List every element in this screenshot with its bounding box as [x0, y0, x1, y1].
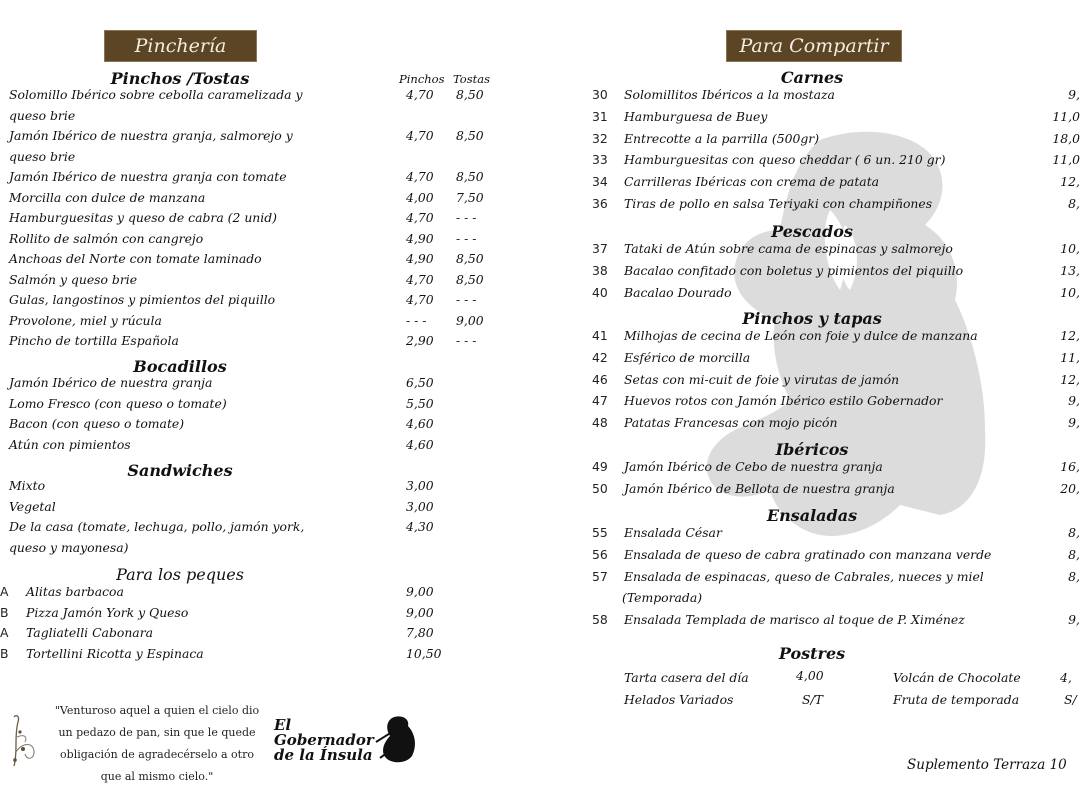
- menu-item-name: Tortellini Ricotta y Espinaca: [26, 645, 204, 661]
- pincho-price: 4,70: [406, 271, 434, 287]
- menu-item-name: Ensalada Templada de marisco al toque de P. Ximénez: [624, 612, 965, 628]
- quixote-quote: [52, 700, 262, 788]
- bocadillos-heading: Bocadillos: [133, 357, 227, 376]
- menu-item-name: Ensalada de espinacas, queso de Cabrales, nueces y miel: [624, 568, 984, 584]
- para-compartir-banner: Para Compartir: [726, 30, 902, 62]
- menu-item-name: Jamón Ibérico de Bellota de nuestra granja: [624, 480, 895, 496]
- menu-item-name: Mixto: [9, 478, 46, 493]
- menu-item-price: 13,: [1060, 262, 1080, 278]
- quote-line: que al mismo cielo.": [100, 770, 214, 783]
- menu-item-name: Hamburguesa de Buey: [624, 108, 768, 124]
- menu-item-name: Salmón y queso brie: [9, 271, 138, 287]
- menu-item-price: 8,: [1068, 568, 1080, 584]
- pincho-price: 4,70: [406, 292, 434, 307]
- item-number: 33: [592, 152, 608, 168]
- menu-item-name: Solomillo Ibérico sobre cebolla caramelizada y: [9, 87, 303, 102]
- tosta-price: 8,50: [456, 169, 484, 184]
- tosta-price: - - -: [456, 333, 477, 348]
- menu-item-name: Tiras de pollo en salsa Teriyaki con champiñones: [624, 196, 933, 211]
- section-heading: Pinchos y tapas: [742, 309, 882, 328]
- menu-item-price: 9,: [1068, 393, 1080, 409]
- item-number: 58: [592, 612, 608, 628]
- item-number: 36: [592, 196, 608, 211]
- postre-name: Helados Variados: [624, 692, 734, 707]
- sandwiches-heading: Sandwiches: [127, 461, 233, 480]
- pinchos-tostas-heading: Pinchos /Tostas: [110, 69, 250, 88]
- menu-item-name: Provolone, miel y rúcula: [9, 312, 162, 328]
- kids-item-code: A: [0, 625, 9, 640]
- menu-item-price: 9,: [1068, 87, 1080, 102]
- menu-item-name: Milhojas de cecina de León con foie y dulce de manzana: [624, 328, 978, 343]
- menu-item-price: 9,: [1068, 612, 1080, 628]
- menu-item-price: 12,: [1060, 174, 1080, 190]
- postre-price: S/T: [802, 692, 823, 707]
- menu-item-price: 9,00: [406, 604, 434, 620]
- menu-item-price: 8,: [1068, 196, 1080, 211]
- menu-item-price: 8,: [1068, 546, 1080, 562]
- menu-item-price: 4,30: [406, 519, 434, 534]
- menu-item-name: Bacon (con queso o tomate): [9, 416, 185, 431]
- pincho-price: 4,70: [406, 87, 434, 102]
- el-gobernador-logo: [272, 712, 420, 767]
- menu-item-price: 8,: [1068, 525, 1080, 540]
- tosta-price: 8,50: [456, 128, 484, 143]
- menu-item-price: 9,00: [406, 584, 434, 599]
- item-number: 34: [592, 174, 608, 190]
- postre-price: S/: [1064, 692, 1077, 707]
- menu-item-name-cont: queso brie: [9, 148, 76, 164]
- item-number: 40: [592, 284, 608, 300]
- menu-item-price: 5,50: [406, 395, 434, 411]
- tosta-price: 8,50: [456, 271, 484, 287]
- menu-item-name: Morcilla con dulce de manzana: [9, 189, 206, 205]
- suplemento-terraza: Suplemento Terraza 10: [907, 757, 1067, 773]
- floral-ornament-icon: [8, 712, 38, 770]
- menu-item-name: Jamón Ibérico de nuestra granja, salmorejo y: [9, 128, 293, 143]
- menu-item-name: Bacalao confitado con boletus y pimientos del piquillo: [624, 262, 964, 278]
- pincho-price: 2,90: [406, 333, 434, 348]
- tosta-price: 8,50: [456, 251, 484, 266]
- menu-item-price: 16,: [1060, 459, 1080, 474]
- menu-item-price: 11,0: [1052, 152, 1080, 168]
- menu-item-name: Jamón Ibérico de nuestra granja con tomate: [9, 169, 287, 184]
- menu-item-name: Gulas, langostinos y pimientos del piquillo: [9, 292, 276, 307]
- postre-price: 4,: [1060, 670, 1072, 685]
- section-heading: Ensaladas: [766, 506, 858, 525]
- item-number: 37: [592, 241, 608, 256]
- menu-item-price: 10,: [1060, 241, 1080, 256]
- item-number: 55: [592, 525, 608, 540]
- menu-item-name-cont: queso brie: [9, 107, 76, 123]
- item-number: 31: [592, 108, 608, 124]
- menu-item-price: 7,80: [406, 625, 434, 640]
- logo-text: El Gobernador de la Ínsula: [274, 716, 374, 764]
- menu-item-name: Bacalao Dourado: [624, 284, 732, 300]
- menu-item-price: 11,: [1060, 349, 1080, 365]
- postre-name: Fruta de temporada: [893, 692, 1020, 707]
- postre-price: 4,00: [796, 668, 824, 683]
- menu-item-name: Huevos rotos con Jamón Ibérico estilo Gobernador: [624, 393, 943, 409]
- quote-line: obligación de agradecérselo a otro: [60, 748, 254, 761]
- postre-name: Tarta casera del día: [624, 670, 749, 685]
- item-number: 57: [592, 568, 608, 584]
- menu-item-name: Pizza Jamón York y Queso: [26, 604, 189, 620]
- menu-item-name: Esférico de morcilla: [624, 349, 751, 365]
- menu-item-price: 9,: [1068, 415, 1080, 431]
- postre-name: Volcán de Chocolate: [893, 670, 1021, 685]
- menu-item-name: Setas con mi-cuit de foie y virutas de jamón: [624, 371, 900, 387]
- menu-item-price: 4,60: [406, 436, 434, 452]
- kids-item-code: A: [0, 584, 9, 599]
- item-number: 41: [592, 328, 608, 343]
- item-number: 38: [592, 262, 608, 278]
- menu-item-name-cont: (Temporada): [622, 590, 703, 606]
- item-number: 42: [592, 349, 608, 365]
- item-number: 46: [592, 371, 608, 387]
- item-number: 32: [592, 130, 608, 146]
- item-number: 48: [592, 415, 608, 431]
- tosta-price: - - -: [456, 230, 477, 246]
- menu-item-name: Hamburguesitas y queso de cabra (2 unid): [9, 210, 278, 225]
- peques-heading: Para los peques: [116, 565, 244, 584]
- item-number: 30: [592, 87, 608, 102]
- menu-item-price: 11,0: [1052, 108, 1080, 124]
- section-heading: Pescados: [771, 222, 853, 241]
- menu-item-name: Pincho de tortilla Española: [9, 333, 179, 348]
- menu-item-name: Patatas Francesas con mojo picón: [624, 415, 838, 431]
- tosta-price: 8,50: [456, 87, 484, 102]
- tosta-price: 7,50: [456, 189, 484, 205]
- menu-item-price: 20,: [1060, 480, 1080, 496]
- menu-item-price: 10,50: [406, 645, 442, 661]
- menu-item-name: Ensalada César: [624, 525, 722, 540]
- menu-item-name-cont: queso y mayonesa): [9, 539, 129, 555]
- item-number: 56: [592, 546, 608, 562]
- menu-item-name: Alitas barbacoa: [26, 584, 124, 599]
- menu-item-price: 18,0: [1052, 130, 1080, 146]
- section-heading: Carnes: [780, 68, 844, 87]
- menu-item-name: De la casa (tomate, lechuga, pollo, jamón york,: [9, 519, 305, 534]
- menu-item-price: 3,00: [406, 478, 434, 493]
- pincho-price: 4,70: [406, 169, 434, 184]
- menu-item-price: 10,: [1060, 284, 1080, 300]
- menu-item-price: 6,50: [406, 375, 434, 390]
- menu-item-name: Carrilleras Ibéricas con crema de patata: [624, 174, 880, 190]
- pincho-price: 4,70: [406, 210, 434, 225]
- pincheria-banner: Pinchería: [104, 30, 257, 62]
- menu-item-name: Jamón Ibérico de nuestra granja: [9, 375, 213, 390]
- menu-item-name: Tataki de Atún sobre cama de espinacas y salmorejo: [624, 241, 953, 256]
- tosta-price: - - -: [456, 210, 477, 225]
- kids-item-code: B: [0, 645, 9, 661]
- menu-item-name: Solomillitos Ibéricos a la mostaza: [624, 87, 835, 102]
- menu-item-name: Vegetal: [9, 498, 56, 514]
- tosta-price: 9,00: [456, 312, 484, 328]
- pincho-price: 4,90: [406, 251, 434, 266]
- kids-item-code: B: [0, 604, 9, 620]
- menu-item-name: Entrecotte a la parrilla (500gr): [624, 130, 820, 146]
- col-pinchos-header: Pinchos: [399, 72, 445, 86]
- quote-line: un pedazo de pan, sin que le quede: [58, 726, 256, 739]
- postres-heading: Postres: [778, 644, 846, 663]
- menu-item-name: Ensalada de queso de cabra gratinado con manzana verde: [624, 546, 992, 562]
- menu-item-price: 12,: [1060, 328, 1080, 343]
- section-heading: Ibéricos: [775, 440, 849, 459]
- menu-item-name: Hamburguesitas con queso cheddar ( 6 un. 210 gr): [624, 152, 946, 168]
- menu-item-name: Tagliatelli Cabonara: [26, 625, 154, 640]
- item-number: 50: [592, 480, 608, 496]
- item-number: 49: [592, 459, 608, 474]
- tosta-price: - - -: [456, 292, 477, 307]
- menu-item-price: 12,: [1060, 371, 1080, 387]
- menu-item-price: 4,60: [406, 416, 434, 431]
- menu-item-price: 3,00: [406, 498, 434, 514]
- item-number: 47: [592, 393, 608, 409]
- menu-item-name: Lomo Fresco (con queso o tomate): [9, 395, 227, 411]
- menu-item-name: Atún con pimientos: [9, 436, 131, 452]
- quote-line: "Venturoso aquel a quien el cielo dio: [54, 704, 260, 717]
- pincho-price: - - -: [406, 312, 427, 328]
- pincho-price: 4,00: [406, 189, 434, 205]
- pincho-price: 4,90: [406, 230, 434, 246]
- col-tostas-header: Tostas: [453, 72, 490, 86]
- menu-item-name: Jamón Ibérico de Cebo de nuestra granja: [624, 459, 883, 474]
- menu-item-name: Rollito de salmón con cangrejo: [9, 230, 204, 246]
- menu-item-name: Anchoas del Norte con tomate laminado: [9, 251, 262, 266]
- pincho-price: 4,70: [406, 128, 434, 143]
